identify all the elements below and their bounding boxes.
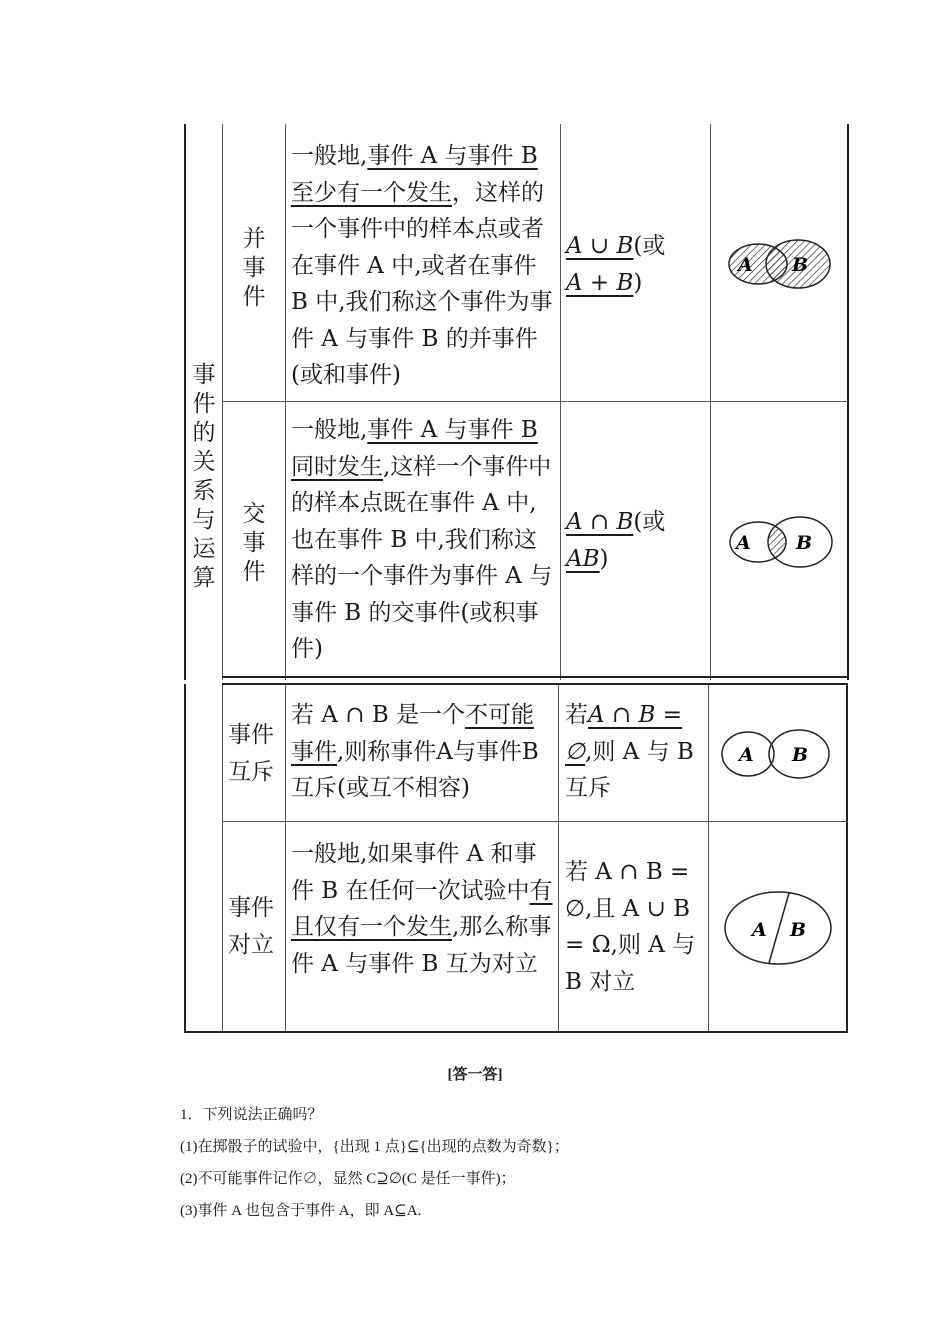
symbol-intersection-main: A ∩ B: [566, 509, 634, 535]
question-line-4: (3)事件 A 也包含于事件 A，即 A⊆A.: [180, 1203, 422, 1219]
symbol-me-prefix: 若: [565, 702, 588, 728]
venn-union-a: A: [738, 254, 753, 276]
definition-intersection-key: 事件 A 与事件 B 同时发生: [291, 417, 538, 480]
definition-intersection-p1: 一般地,: [291, 417, 368, 443]
definition-union-p1: 一般地,: [291, 143, 368, 169]
venn-intersection-a: A: [736, 532, 751, 554]
definition-mutually-exclusive: [291, 697, 557, 807]
row-name-mutually-exclusive: [228, 717, 284, 790]
question-line-2: (1)在掷骰子的试验中，{出现 1 点}⊆{出现的点数为奇数}；: [180, 1139, 569, 1155]
venn-mutually-exclusive-diagram: [718, 724, 834, 784]
definition-union: [291, 138, 557, 394]
venn-intersection-diagram: [724, 512, 836, 572]
venn-me-a: A: [739, 744, 754, 766]
venn-comp-a: A: [752, 919, 767, 941]
definition-intersection: [291, 412, 557, 668]
venn-me-b: B: [792, 744, 809, 766]
definition-union-p3: ，这样的一个事件中的样本点或者在事件 A 中,或者在事件 B 中,我们称这个事件为事件 A 与事件 B 的并事件(或和事件): [291, 179, 553, 388]
symbol-complementary: 若 A ∩ B = ∅,且 A ∪ B = Ω,则 A 与 B 对立: [565, 859, 696, 995]
venn-comp-b: B: [790, 919, 807, 941]
symbol-intersection: [566, 504, 706, 577]
symbol-union: [566, 228, 706, 301]
definition-me-key: 不可能事件: [291, 702, 535, 765]
symbol-union-main: A ∪ B: [566, 233, 634, 259]
row-name-complementary: [228, 890, 284, 963]
definition-complementary: [291, 836, 557, 982]
definition-comp-key: 有且仅有一个发生: [291, 877, 553, 940]
symbol-intersection-alt: AB: [566, 545, 600, 572]
group-label: 事件的关系与运算: [192, 362, 216, 591]
definition-me-p3: ,则称事件A与事件B互斥(或互不相容): [291, 738, 539, 801]
venn-complementary-diagram: [722, 888, 834, 968]
symbol-union-alt: A + B: [566, 269, 634, 296]
row-name-intersection: 交事件: [242, 501, 266, 585]
symbol-intersection-suffix: (或: [633, 509, 666, 535]
answer-heading: [答一答]: [447, 1067, 503, 1083]
row-name-mutually-exclusive-text: 事件互斥: [228, 722, 274, 785]
definition-union-key: 事件 A 与事件 B 至少有一个发生: [291, 143, 538, 206]
symbol-union-alt-suffix: ): [633, 269, 643, 296]
question-line-1: 1．下列说法正确吗？: [180, 1107, 323, 1123]
venn-intersection-b: B: [796, 532, 813, 554]
row-name-union: 并事件: [242, 226, 266, 310]
symbol-mutually-exclusive: [565, 697, 705, 807]
venn-union-diagram: [724, 236, 836, 292]
definition-me-p1: 若 A ∩ B 是一个: [291, 702, 466, 728]
definition-comp-p3: ,那么称事件 A 与事件 B 互为对立: [291, 914, 552, 977]
question-line-3: (2)不可能事件记作∅，显然 C⊇∅(C 是任一事件)；: [180, 1171, 516, 1187]
symbol-me-main: A ∩ B = ∅: [565, 702, 682, 765]
venn-union-b: B: [792, 254, 809, 276]
definition-comp-p1: 一般地,如果事件 A 和事件 B 在任何一次试验中: [291, 841, 537, 904]
symbol-me-suffix: ,则 A 与 B 互斥: [565, 738, 694, 801]
symbol-intersection-alt-suffix: ): [599, 545, 609, 572]
definition-intersection-p3: ,这样一个事件中的样本点既在事件 A 中,也在事件 B 中,我们称这样的一个事件为事件 A 与事件 B 的交事件(或积事件): [291, 453, 553, 662]
symbol-union-suffix: (或: [633, 233, 666, 259]
row-name-complementary-text: 事件对立: [228, 895, 274, 958]
